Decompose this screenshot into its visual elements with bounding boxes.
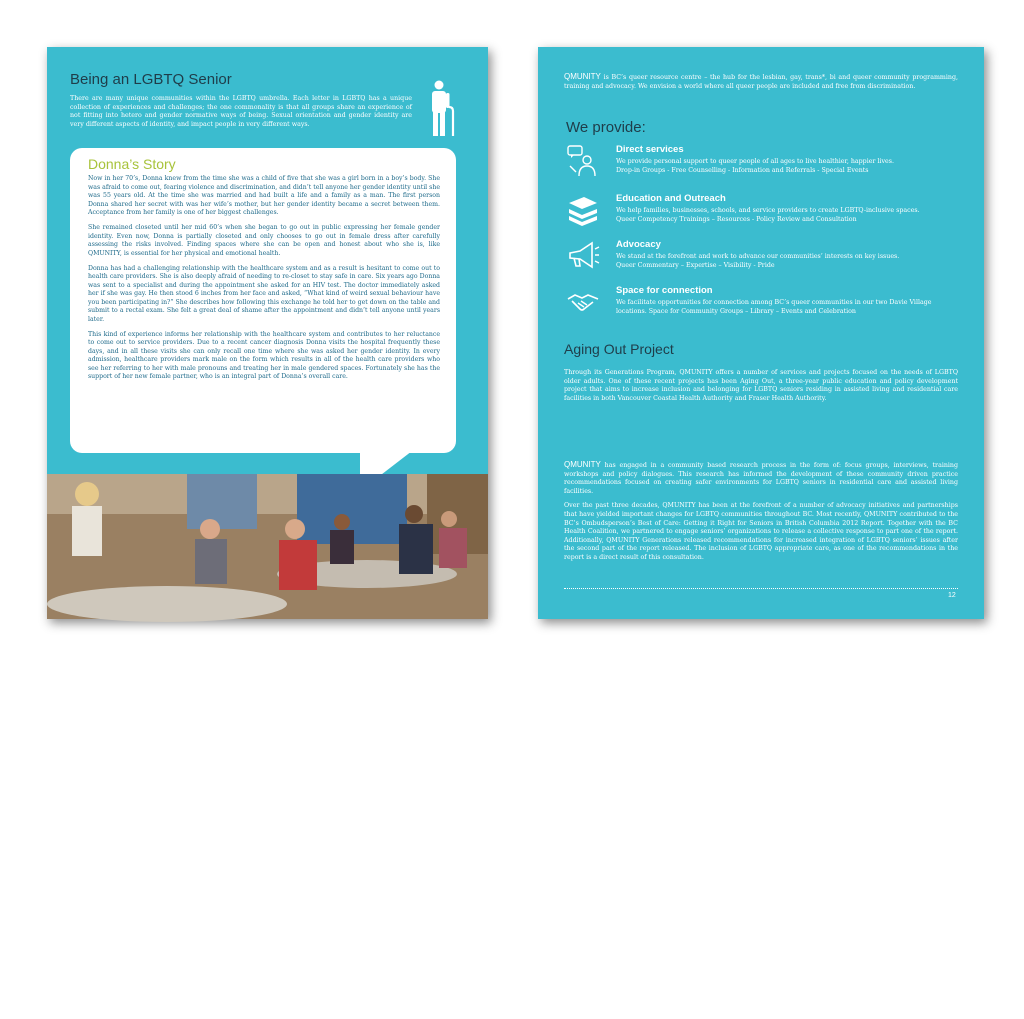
service-name: Space for connection (616, 285, 713, 296)
chat-person-icon (566, 144, 600, 178)
advocacy-history-paragraph: Over the past three decades, QMUNITY has been at the forefront of a number of advocacy initiatives and partnerships that have yielded important changes for LGBTQ communities throughout BC. Most recently, QMUNITY contributed to the BC’s Ombudsperson’s Best of Care: Getting it Right for Seniors in British Columbia 2012 Report. Together with the BC Health Coalition, we partnered to engage seniors’ organizations to release a collective response to part one of the report. Additionally, QMUNITY Generations released recommendations for increased integration of LGBTQ seniors’ issues after the second part of the report released. The inclusion of LGBTQ appropriate care, as one of the recommendations in the report is a direct result of this consultation. (564, 502, 958, 561)
brand-name: QMUNITY (564, 72, 601, 81)
group-photo (47, 474, 488, 1019)
right-page (538, 47, 984, 619)
intro-text: is BC’s queer resource centre – the hub for the lesbian, gay, trans*, bi and queer community programming, training and advocacy. We envision a world where all queer people are included and free from discrimination. (564, 74, 958, 90)
service-name: Direct services (616, 144, 684, 155)
research-section (564, 461, 958, 569)
we-provide-heading: We provide: (566, 119, 646, 136)
service-advocacy (566, 239, 966, 279)
service-direct-services (566, 144, 966, 184)
service-line: Queer Competency Trainings – Resources - Policy Review and Consultation (616, 215, 857, 223)
left-page-title: Being an LGBTQ Senior (70, 71, 232, 88)
story-title: Donna’s Story (88, 156, 176, 172)
service-line: We stand at the forefront and work to advance our communities’ interests on key issues. (616, 253, 900, 260)
story-body (88, 175, 440, 388)
research-text: has engaged in a community based research process in the form of: focus groups, interviews, training workshops and policy dialogues. This research has informed the development of these community driven practice recommendations focused on creating safer environments for LGBTQ seniors in residential care and assisted living facilities. (564, 462, 958, 495)
service-description (616, 158, 956, 175)
footer-divider (564, 588, 958, 589)
story-paragraph: She remained closeted until her mid 60’s when she began to go out in public expressing her female gender identity. Even now, Donna is partially closeted and only chooses to go out in female dress after carefully assessing the risks involved. Finding spaces where she can be open and honest about who she is, like QMUNITY, is essential for her physical and emotional health. (88, 224, 440, 257)
service-line: Queer Commentary – Expertise – Visibility - Pride (616, 261, 775, 269)
service-description (616, 207, 956, 224)
books-icon (566, 193, 600, 227)
aging-out-heading: Aging Out Project (564, 341, 674, 357)
story-paragraph: Now in her 70’s, Donna knew from the time she was a child of five that she was a girl born in a boy’s body. She was afraid to come out, fearing violence and discrimination, and didn’t tell anyone her gender identity until she was 55 years old. At the time she was married and had built a life and a family as a man. The first person Donna shared her secret with was her wife’s mother, but her gender identity became a secret between them. Acceptance from her family is one of her biggest challenges. (88, 175, 440, 216)
service-line: We help families, businesses, schools, and service providers to create LGBTQ-inclusive spaces. (616, 207, 920, 214)
service-description (616, 253, 956, 270)
story-bubble (70, 148, 456, 453)
handshake-icon (566, 285, 600, 319)
left-page (47, 47, 488, 1019)
service-line: We provide personal support to queer people of all ages to live healthier, happier lives. (616, 158, 894, 165)
right-intro-text (564, 73, 958, 91)
service-space-for-connection (566, 285, 966, 325)
story-paragraph: Donna has had a challenging relationship with the healthcare system and as a result is hesitant to come out to health care providers. She is also deeply afraid of needing to re-closet to stay safe in care. Six years ago Donna was sent to a specialist and during the appointment she asked for an HIV test. The doctor immediately asked her if she was gay. He then stood 6 inches from her face and asked, “What kind of weird sexual behaviour have you been participating in?” She describes how following this exchange he told her to get down on the table and submit to a rectal exam. She felt a great deal of shame after the appointment and didn’t tell anyone until years later. (88, 264, 440, 323)
service-description (616, 299, 956, 316)
service-education-outreach (566, 193, 966, 233)
story-paragraph: This kind of experience informs her relationship with the healthcare system and contributes to her reluctance to come out to service providers. Due to a recent cancer diagnosis Donna visits the hospital frequently these days, and in all these visits she can only recall one time where she was asked her gender identity. In every admission, healthcare providers mark male on the form which results in all of the health care providers who see her referring to her with male pronouns and treating her in male gendered spaces. Fortunately she has the support of her new female partner, who is an integral part of Donna’s overall care. (88, 330, 440, 380)
aging-out-paragraph: Through its Generations Program, QMUNITY offers a number of services and projects focused on the needs of LGBTQ older adults. One of these recent projects has been Aging Out, a three-year public education and policy development project that aims to increase inclusion and belonging for LGBTQ seniors residing in assisted living and residential care facilities in both Vancouver Coastal Health Authority and Fraser Health Authority. (564, 369, 958, 402)
brand-name: QMUNITY (564, 460, 601, 469)
service-line: Drop-in Groups - Free Counselling - Information and Referrals - Special Events (616, 166, 869, 174)
megaphone-icon (566, 239, 600, 273)
senior-person-icon (426, 80, 456, 138)
research-paragraph (564, 461, 958, 496)
service-name: Education and Outreach (616, 193, 726, 204)
page-number: 12 (948, 592, 956, 599)
service-line: We facilitate opportunities for connection among BC’s queer communities in our two Davie Village locations. Space for Community Groups – Library – Events and Celebration (616, 299, 932, 315)
left-intro-text: There are many unique communities within the LGBTQ umbrella. Each letter in LGBTQ has a unique collection of experiences and challenges; the one commonality is that all groups share an experience of not fitting into hetero and gender normative ways of being. Sexual orientation and gender identity are very different aspects of identity, and impact people in very different ways. (70, 95, 412, 128)
page-number: 6 (451, 1012, 455, 1019)
service-name: Advocacy (616, 239, 661, 250)
